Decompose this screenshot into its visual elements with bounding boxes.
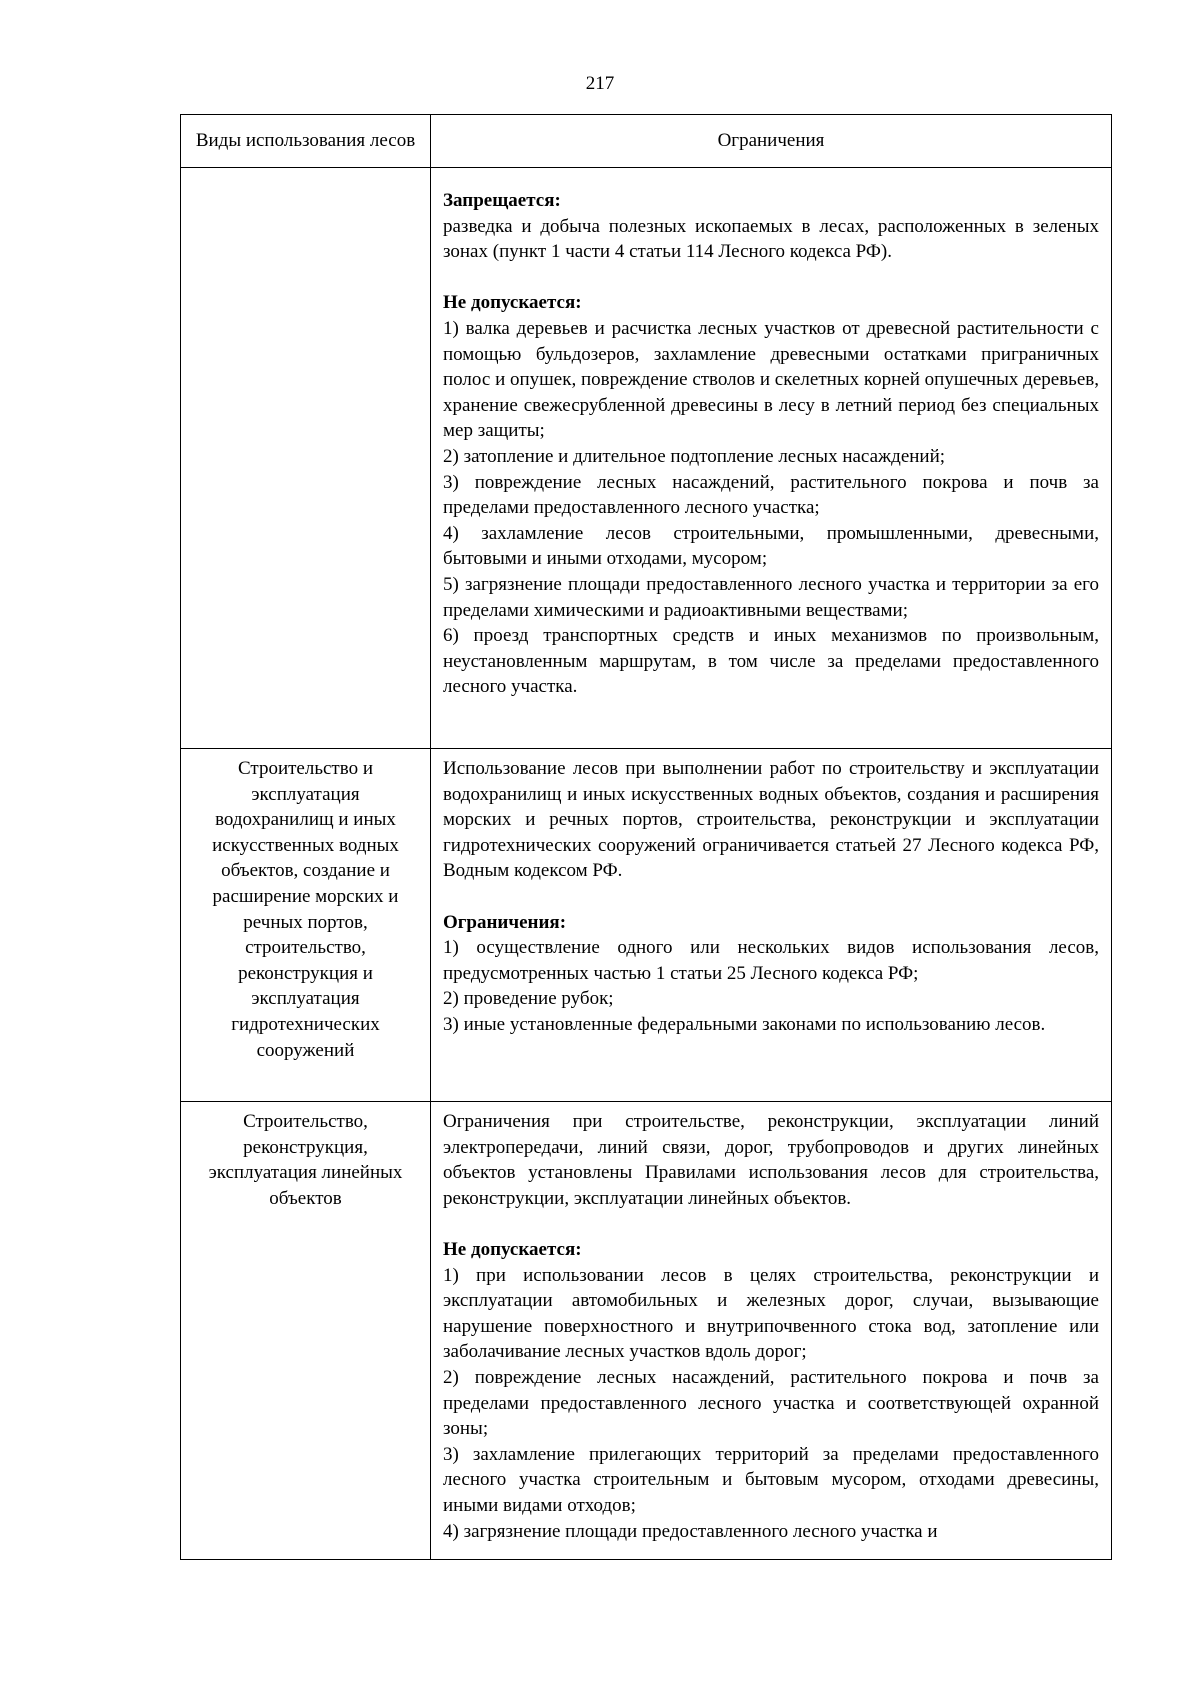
list-item: разведка и добыча полезных ископаемых в лесах, расположенных в зеленых зонах (пункт 1 части 4 статьи 114 Лесного кодекса РФ). (443, 215, 1099, 263)
list-item: 2) повреждение лесных насаждений, растительного покрова и почв за пределами предоставленного лесного участка и соответствующей охранной зоны; (443, 1366, 1099, 1440)
table-header-row (181, 115, 1112, 168)
not-allowed-heading: Не допускается: (443, 292, 582, 314)
list-item: 3) иные установленные федеральными законами по использованию лесов. (443, 1013, 1046, 1035)
list-item: 1) при использовании лесов в целях строительства, реконструкции и эксплуатации автомобильных и железных дорог, случаи, вызывающие нарушение поверхностного и внутрипочвенного стока вод, затопление или заболачивание лесных участков вдоль дорог; (443, 1264, 1099, 1363)
restrictions-cell (431, 1102, 1112, 1560)
list-item: 1) осуществление одного или нескольких видов использования лесов, предусмотренных частью 1 статьи 25 Лесного кодекса РФ; (443, 937, 1099, 984)
list-item: 1) валка деревьев и расчистка лесных участков от древесной растительности с помощью бульдозеров, захламление древесными остатками приграничных полос и опушек, повреждение стволов и скелетных корней опушечных деревьев, хранение свежесрубленной древесины в лесу в летний период без специальных мер защиты; (443, 317, 1099, 442)
list-item: 2) затопление и длительное подтопление лесных насаждений; (443, 445, 946, 467)
table-row (181, 749, 1112, 1102)
list-item: 6) проезд транспортных средств и иных механизмов по произвольным, неустановленным маршрутам, в том числе за пределами предоставленного лесного участка. (443, 625, 1099, 698)
intro-paragraph: Ограничения при строительстве, реконструкции, эксплуатации линий электропередачи, линий связи, дорог, трубопроводов и других линейных объектов установлены Правилами использования лесов для строительства, реконструкции, эксплуатации линейных объектов. (443, 1111, 1099, 1209)
restrictions-heading: Ограничения: (443, 911, 567, 933)
table-row (181, 168, 1112, 749)
list-item: 2) проведение рубок; (443, 988, 614, 1010)
list-item: 3) захламление прилегающих территорий за пределами предоставленного лесного участка строительным и бытовым мусором, отходами древесины, иными видами отходов; (443, 1443, 1099, 1516)
header-usage-types: Виды использования лесов (181, 115, 431, 168)
intro-paragraph: Использование лесов при выполнении работ по строительству и эксплуатации водохранилищ и иных искусственных водных объектов, создания и расширения морских и речных портов, строительства, реконструкции и эксплуатации гидротехнических сооружений ограничивается статьей 27 Лесного кодекса РФ, Водным кодексом РФ. (443, 758, 1099, 882)
table-row (181, 1102, 1112, 1560)
usage-type-cell: Строительство и эксплуатация водохранилищ и иных искусственных водных объектов, создание и расширение морских и речных портов, строительство, реконструкция и эксплуатация гидротехнических сооружений (181, 749, 431, 1102)
restrictions-cell (431, 168, 1112, 749)
prohibited-heading: Запрещается: (443, 190, 561, 211)
header-restrictions: Ограничения (431, 115, 1112, 168)
restrictions-table (180, 114, 1112, 1560)
list-item: 4) загрязнение площади предоставленного лесного участка и (443, 1520, 938, 1542)
list-item: 4) захламление лесов строительными, промышленными, древесными, бытовыми и иными отходами, мусором; (443, 522, 1099, 570)
usage-type-cell (181, 168, 431, 749)
not-allowed-heading: Не допускается: (443, 1238, 582, 1260)
restrictions-cell (431, 749, 1112, 1102)
usage-type-cell: Строительство, реконструкция, эксплуатация линейных объектов (181, 1102, 431, 1560)
list-item: 3) повреждение лесных насаждений, растительного покрова и почв за пределами предоставленного лесного участка; (443, 471, 1099, 519)
page-number: 217 (585, 73, 615, 94)
list-item: 5) загрязнение площади предоставленного лесного участка и территории за его пределами химическими и радиоактивными веществами; (443, 573, 1099, 621)
